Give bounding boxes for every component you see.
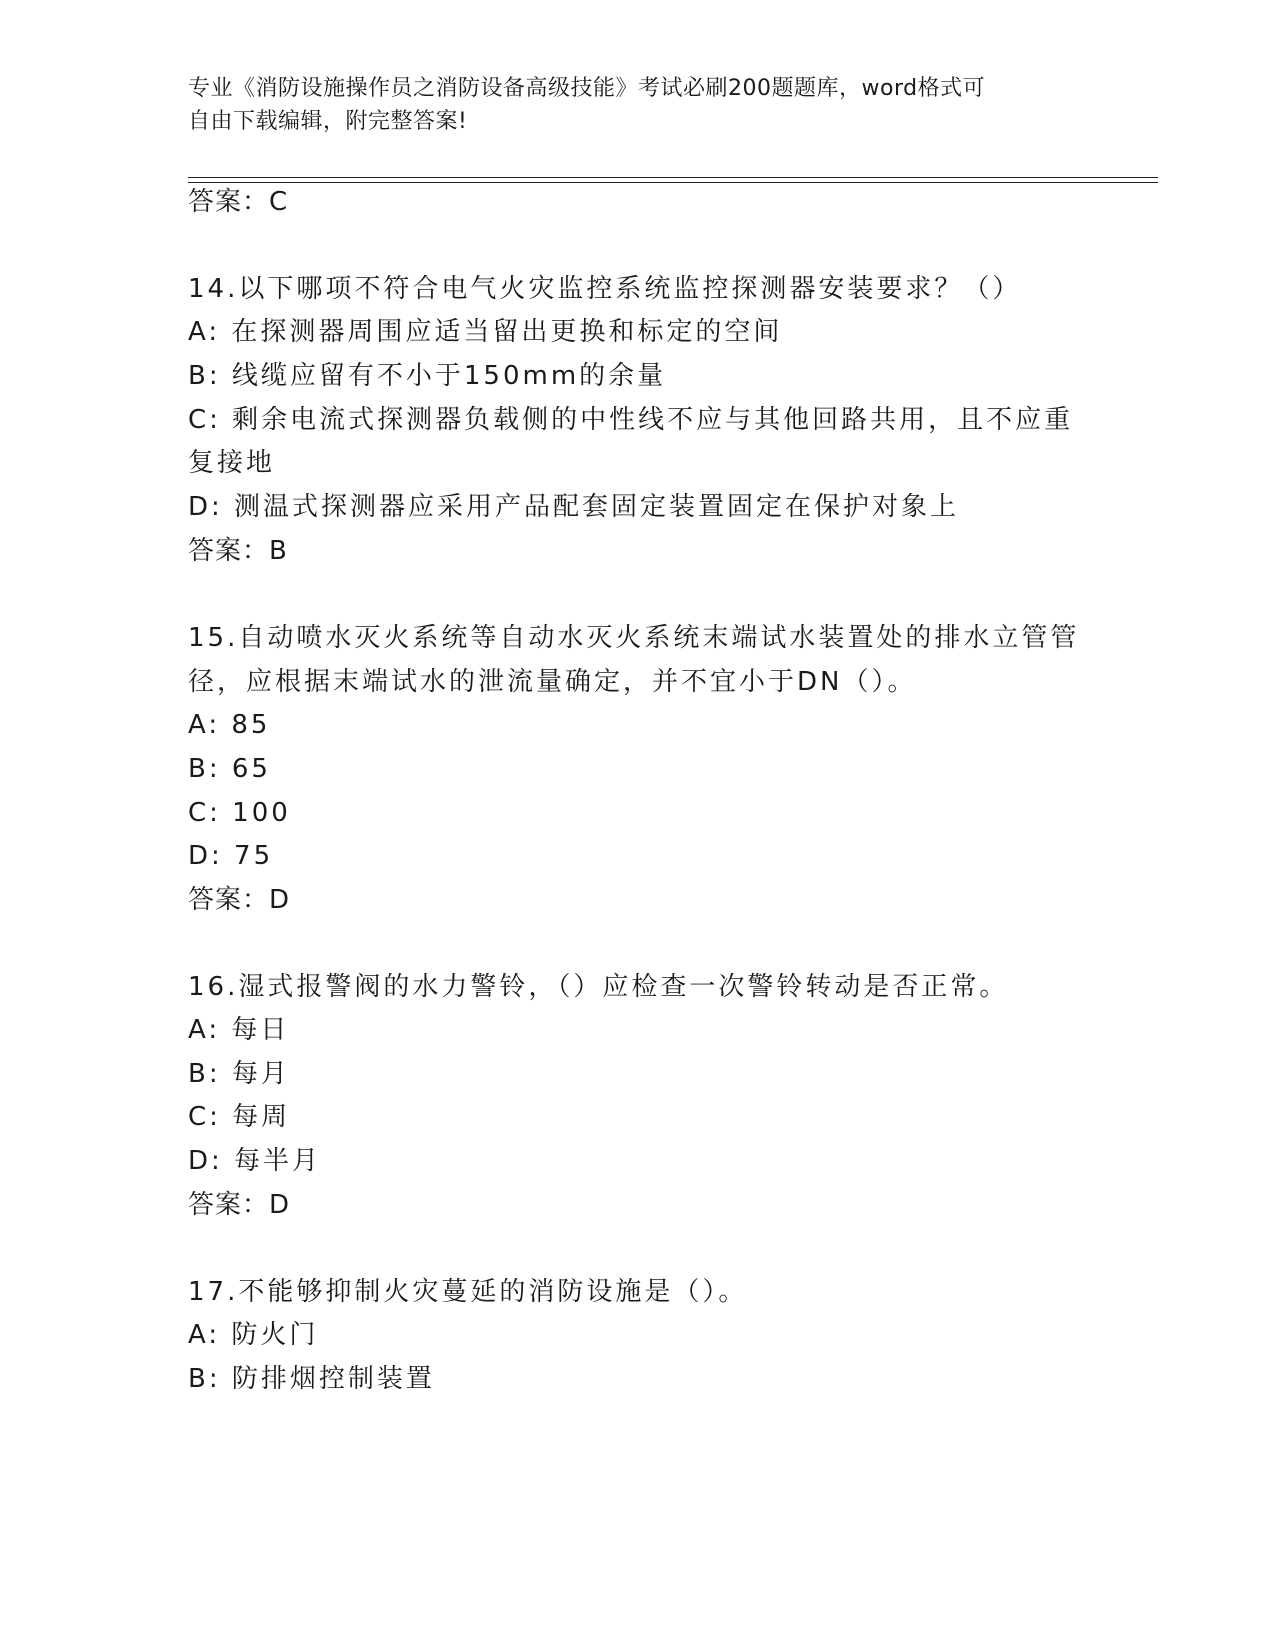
question-15-stem: 15.自动喷水灭火系统等自动水灭火系统末端试水装置处的排水立管管	[188, 623, 1080, 653]
question-14-option-c: C: 剩余电流式探测器负载侧的中性线不应与其他回路共用，且不应重	[188, 405, 1074, 435]
question-16-answer: 答案：D	[188, 1190, 291, 1220]
header-divider	[188, 177, 1158, 183]
question-17-stem: 17.不能够抑制火灾蔓延的消防设施是（）。	[188, 1277, 748, 1307]
header-line-1: 专业《消防设施操作员之消防设备高级技能》考试必刷200题题库，word格式可	[188, 76, 986, 101]
question-15-option-c: C: 100	[188, 798, 291, 828]
question-14-option-c-cont: 复接地	[188, 448, 276, 478]
question-14-stem: 14.以下哪项不符合电气火灾监控系统监控探测器安装要求？（）	[188, 274, 1022, 304]
question-16-option-a: A: 每日	[188, 1015, 290, 1045]
question-17-option-b: B: 防排烟控制装置	[188, 1364, 435, 1394]
answer-prev: 答案：C	[188, 187, 289, 217]
question-15-option-a: A: 85	[188, 710, 271, 740]
question-14-answer: 答案：B	[188, 536, 288, 566]
question-16-option-b: B: 每月	[188, 1059, 290, 1089]
question-14-option-d: D: 测温式探测器应采用产品配套固定装置固定在保护对象上	[188, 492, 960, 522]
header-line-2: 自由下载编辑，附完整答案!	[188, 109, 468, 134]
question-15-option-d: D: 75	[188, 841, 274, 871]
question-15-answer: 答案：D	[188, 885, 291, 915]
question-15-option-b: B: 65	[188, 754, 271, 784]
question-16-stem: 16.湿式报警阀的水力警铃，（）应检查一次警铃转动是否正常。	[188, 972, 1009, 1002]
question-15-stem-cont: 径，应根据末端试水的泄流量确定，并不宜小于DN（）。	[188, 667, 917, 697]
question-14-option-a: A: 在探测器周围应适当留出更换和标定的空间	[188, 317, 783, 347]
question-14-option-b: B: 线缆应留有不小于150mm的余量	[188, 361, 667, 391]
question-16-option-d: D: 每半月	[188, 1146, 322, 1176]
question-16-option-c: C: 每周	[188, 1102, 291, 1132]
document-header	[188, 72, 1088, 138]
question-17-option-a: A: 防火门	[188, 1320, 319, 1350]
